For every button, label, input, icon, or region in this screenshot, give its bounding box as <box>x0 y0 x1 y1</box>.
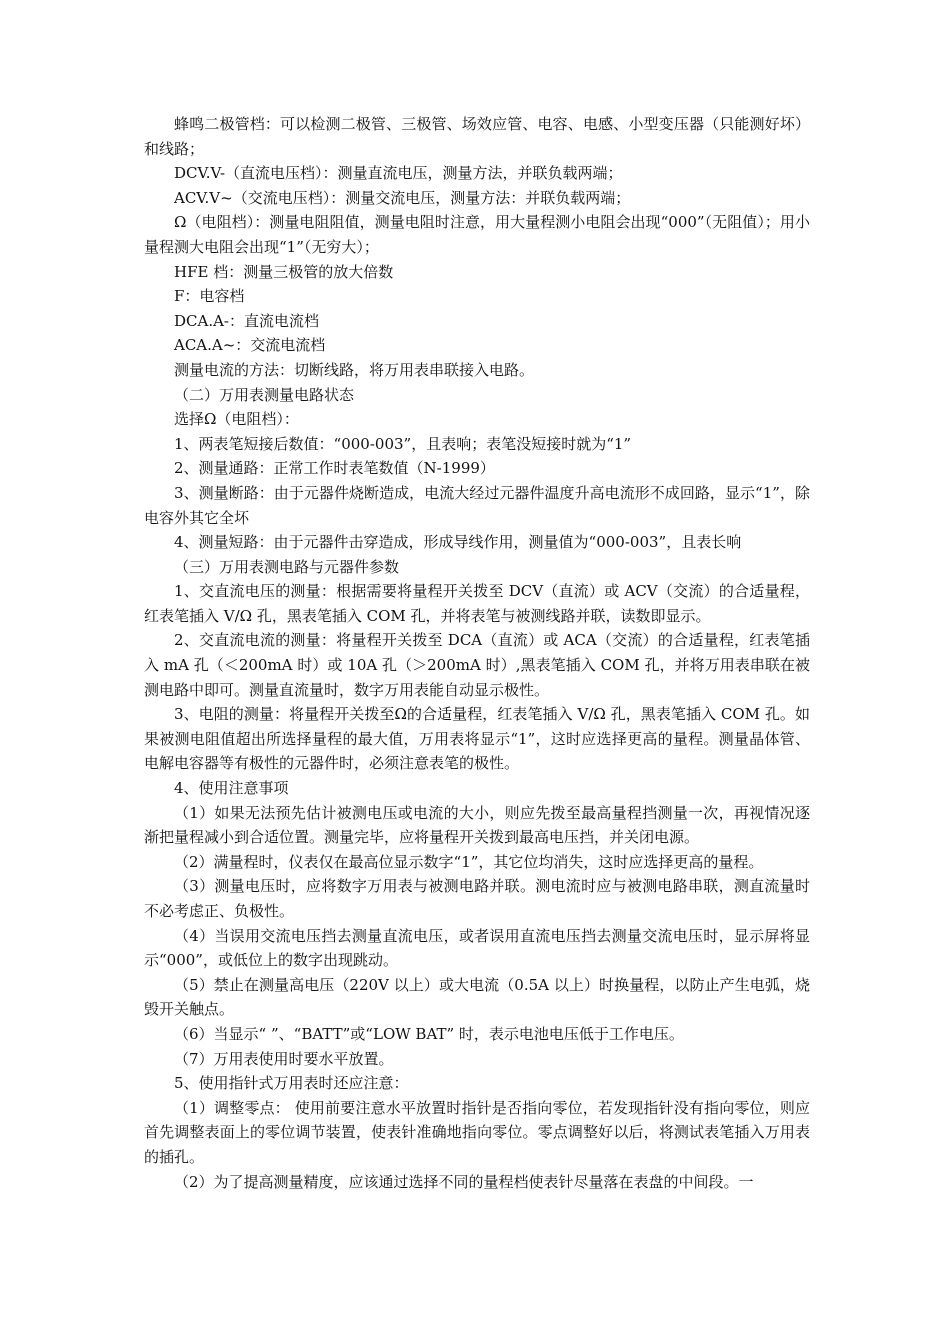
list-item-broken-circuit: 3、测量断路：由于元器件烧断造成，电流大经过元器件温度升高电流形不成回路，显示“1”，除电容外其它全坏 <box>144 483 810 527</box>
paragraph-acv-range: ACV.V~（交流电压档）：测量交流电压，测量方法：并联负载两端； <box>174 188 631 207</box>
list-item-voltage-measurement: 1、交直流电压的测量：根据需要将量程开关拨至 DCV（直流）或 ACV（交流）的合适量程，红表笔插入 V/Ω 孔，黑表笔插入 COM 孔，并将表笔与被测线路并联，读数即显示。 <box>144 582 810 625</box>
note-item-3: （3）测量电压时，应将数字万用表与被测电路并联。测电流时应与被测电路串联，测直流量时不必考虑正、负极性。 <box>144 877 810 920</box>
paragraph-ohm-range: Ω（电阻档）：测量电阻阻值，测量电阻时注意，用大量程测小电阻会出现“000”（无阻值）；用小量程测大电阻会出现“1”（无穷大）； <box>144 213 810 256</box>
section-heading-component-params: （三）万用表测电路与元器件参数 <box>174 557 400 576</box>
section-heading-circuit-state: （二）万用表测量电路状态 <box>174 385 355 404</box>
list-item-analog-meter-heading: 5、使用指针式万用表时还应注意： <box>174 1074 409 1093</box>
document-page <box>144 112 810 1194</box>
list-item-short-circuit: 4、测量短路：由于元器件击穿造成，形成导线作用，测量值为“000-003”，且表长响 <box>174 533 742 552</box>
paragraph-dcv-range: DCV.V-（直流电压档）：测量直流电压，测量方法，并联负载两端； <box>174 164 623 183</box>
list-item-probes-shorted: 1、两表笔短接后数值：“000-003”，且表响；表笔没短接时就为“1” <box>174 434 632 453</box>
note-item-5: （5）禁止在测量高电压（220V 以上）或大电流（0.5A 以上）时换量程，以防止产生电弧，烧毁开关触点。 <box>144 975 810 1019</box>
analog-note-item-2: （2）为了提高测量精度，应该通过选择不同的量程档使表针尽量落在表盘的中间段。一 <box>174 1172 754 1191</box>
paragraph-buzzer-diode-range: 蜂鸣二极管档：可以检测二极管、三极管、场效应管、电容、电感、小型变压器（只能测好坏）和线路； <box>144 115 810 158</box>
list-item-resistance-measurement: 3、电阻的测量：将量程开关拨至Ω的合适量程，红表笔插入 V/Ω 孔，黑表笔插入 COM 孔。如果被测电阻值超出所选择量程的最大值，万用表将显示“1”，这时应选择更高的量程。测量晶体管、电解电容器等有极性的元器件时，必须注意表笔的极性。 <box>144 705 810 773</box>
note-item-1: （1）如果无法预先估计被测电压或电流的大小，则应先拨至最高量程挡测量一次，再视情况逐渐把量程减小到合适位置。测量完毕，应将量程开关拨到最高电压挡，并关闭电源。 <box>144 803 810 847</box>
paragraph-hfe-range: HFE 档：测量三极管的放大倍数 <box>174 262 394 281</box>
paragraph-capacitance-range: F：电容档 <box>174 287 245 306</box>
paragraph-dca-range: DCA.A-：直流电流档 <box>174 311 320 330</box>
note-item-4: （4）当误用交流电压挡去测量直流电压，或者误用直流电压挡去测量交流电压时，显示屏将显示“000”，或低位上的数字出现跳动。 <box>144 926 810 970</box>
list-item-usage-notes-heading: 4、使用注意事项 <box>174 779 289 798</box>
note-item-6: （6）当显示“ ”、“BATT”或“LOW BAT” 时，表示电池电压低于工作电压。 <box>174 1024 684 1043</box>
note-item-7: （7）万用表使用时要水平放置。 <box>174 1049 394 1068</box>
paragraph-current-method: 测量电流的方法：切断线路，将万用表串联接入电路。 <box>174 360 535 379</box>
analog-note-item-1: （1）调整零点： 使用前要注意水平放置时指针是否指向零位，若发现指针没有指向零位，则应首先调整表面上的零位调节装置，使表针准确地指向零位。零点调整好以后，将测试表笔插入万用表的插孔。 <box>144 1098 810 1166</box>
paragraph-aca-range: ACA.A~：交流电流档 <box>174 336 326 355</box>
list-item-current-measurement: 2、交直流电流的测量：将量程开关拨至 DCA（直流）或 ACA（交流）的合适量程，红表笔插入 mA 孔（＜200mA 时）或 10A 孔（＞200mA 时）,黑表笔插入 COM 孔，并将万用表串联在被测电路中即可。测量直流量时，数字万用表能自动显示极性。 <box>144 631 810 699</box>
list-item-open-path: 2、测量通路：正常工作时表笔数值（N-1999） <box>174 459 495 478</box>
note-item-2: （2）满量程时，仪表仅在最高位显示数字“1”，其它位均消失，这时应选择更高的量程。 <box>174 852 764 871</box>
paragraph-select-ohm: 选择Ω（电阻档）： <box>174 410 299 429</box>
